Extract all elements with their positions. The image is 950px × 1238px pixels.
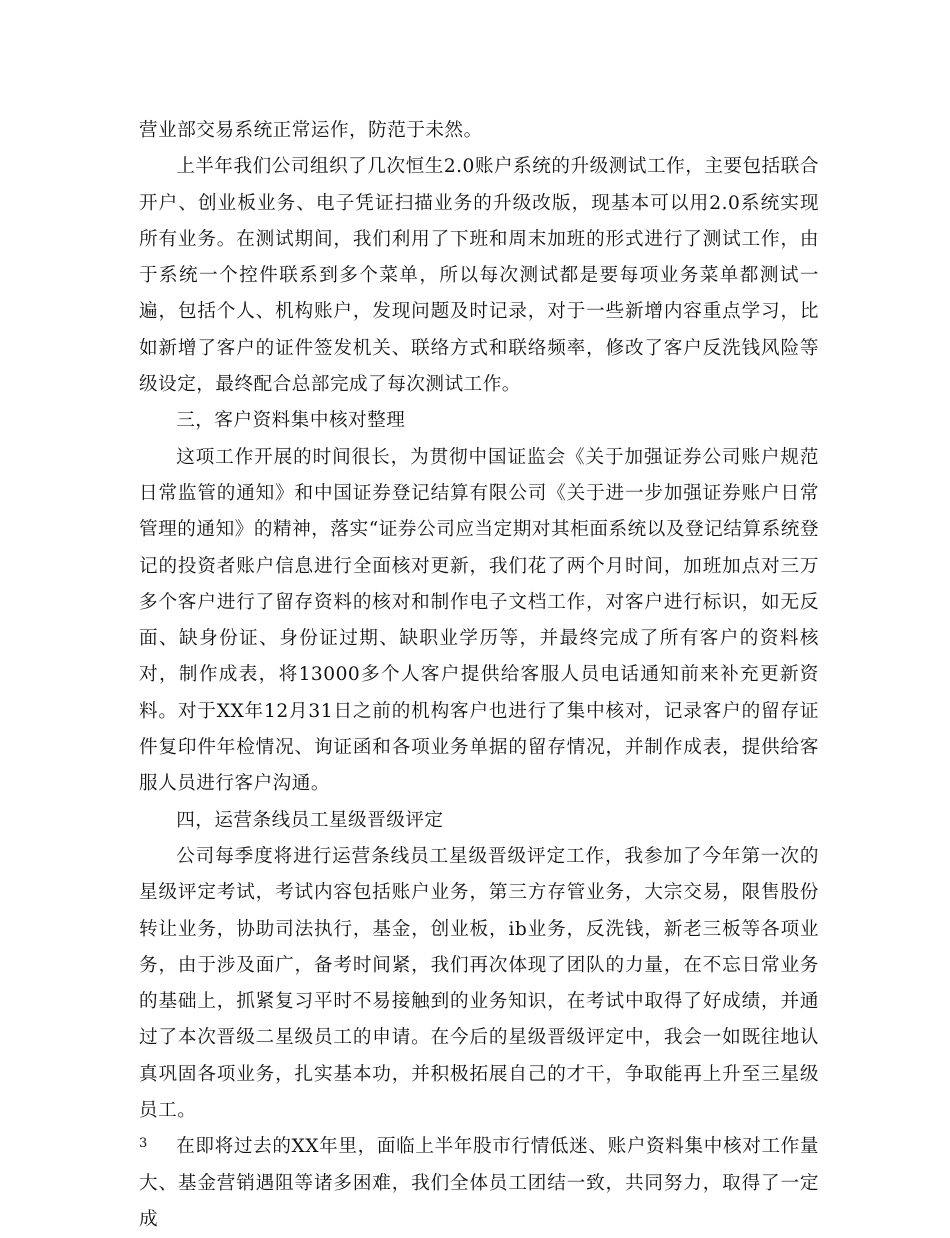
- document-body: [139, 113, 819, 1238]
- paragraph-continuation: 营业部交易系统正常运作，防范于未然。: [139, 120, 483, 141]
- page-number: 3: [139, 1136, 148, 1151]
- section-heading-4: 四，运营条线员工星级晋级评定: [176, 809, 444, 831]
- paragraph-star-rating: 公司每季度将进行运营条线员工星级晋级评定工作，我参加了今年第一次的星级评定考试，考试内容包括账户业务，第三方存管业务，大宗交易，限售股份转让业务，协助司法执行，基金，创业板，ib业务，反洗钱，新老三板等各项业务，由于涉及面广，备考时间紧，我们再次体现了团队的力量，在不忘日常业务的基础上，抓紧复习平时不易接触到的业务知识，在考试中取得了好成绩，并通过了本次晋级二星级员工的申请。在今后的星级晋级评定中，我会一如既往地认真巩固各项业务，扎实基本功，并积极拓展自己的才干，争取能再上升至三星级员工。: [139, 845, 819, 1122]
- paragraph-year-summary: 在即将过去的XX年里，面临上半年股市行情低迷、账户资料集中核对工作量大、基金营销遇阻等诸多困难，我们全体员工团结一致，共同努力，取得了一定成: [139, 1136, 819, 1230]
- section-heading-3: 三，客户资料集中核对整理: [176, 410, 406, 432]
- paragraph-client-data-review: 这项工作开展的时间很长，为贯彻中国证监会《关于加强证券公司账户规范日常监管的通知》和中国证券登记结算有限公司《关于进一步加强证券账户日常管理的通知》的精神，落实“证券公司应当定期对其柜面系统以及登记结算系统登记的投资者账户信息进行全面核对更新，我们花了两个月时间，加班加点对三万多个客户进行了留存资料的核对和制作电子文档工作，对客户进行标识，如无反面、缺身份证、身份证过期、缺职业学历等，并最终完成了所有客户的资料核对，制作成表，将13000多个人客户提供给客服人员电话通知前来补充更新资料。对于XX年12月31日之前的机构客户也进行了集中核对，记录客户的留存证件复印件年检情况、询证函和各项业务单据的留存情况，并制作成表，提供给客服人员进行客户沟通。: [139, 446, 819, 795]
- paragraph-upgrade-testing: 上半年我们公司组织了几次恒生2.0账户系统的升级测试工作，主要包括联合开户、创业板业务、电子凭证扫描业务的升级改版，现基本可以用2.0系统实现所有业务。在测试期间，我们利用了下班和周末加班的形式进行了测试工作，由于系统一个控件联系到多个菜单，所以每次测试都是要每项业务菜单都测试一遍，包括个人、机构账户，发现问题及时记录，对于一些新增内容重点学习，比如新增了客户的证件签发机关、联络方式和联络频率，修改了客户反洗钱风险等级设定，最终配合总部完成了每次测试工作。: [139, 156, 819, 396]
